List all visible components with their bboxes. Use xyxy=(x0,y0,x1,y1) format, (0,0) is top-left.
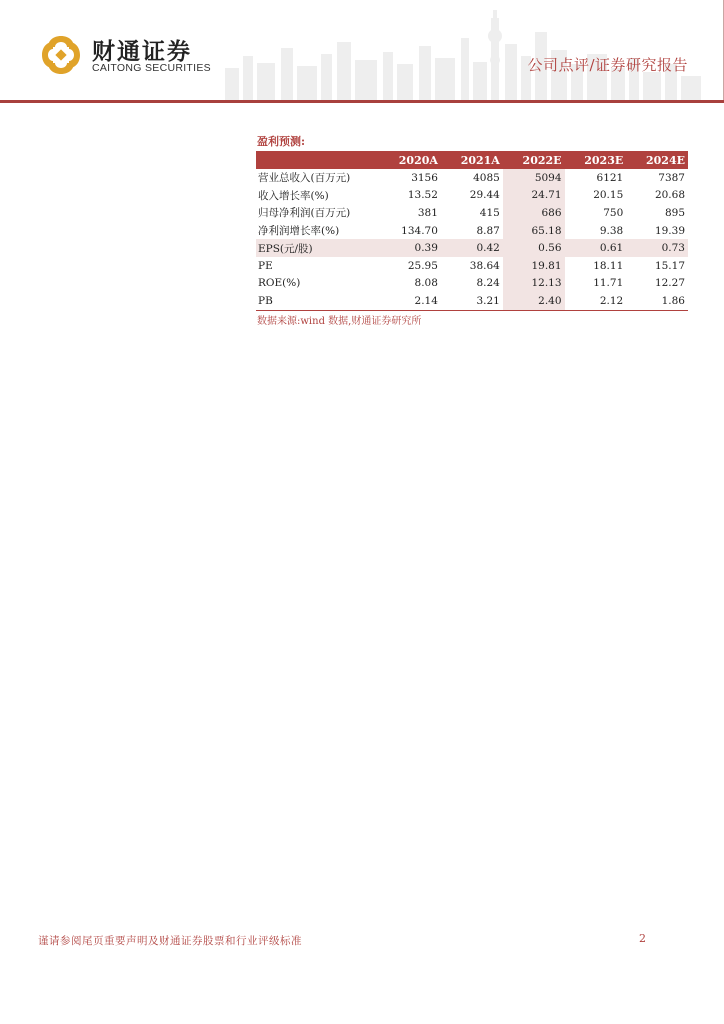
table-cell: 895 xyxy=(664,206,685,219)
table-cell: 15.17 xyxy=(654,259,685,272)
column-header xyxy=(256,151,379,169)
table-cell: 0.73 xyxy=(626,239,688,257)
table-row xyxy=(256,204,688,222)
table-cell: 4085 xyxy=(473,171,500,184)
table-cell: 2.40 xyxy=(503,292,565,310)
table-row xyxy=(256,187,688,205)
table-row xyxy=(256,239,688,257)
row-label: 收入增长率(%) xyxy=(258,189,329,202)
table-cell: 3156 xyxy=(411,171,438,184)
column-header: 2021A xyxy=(441,151,503,169)
table-cell: 20.15 xyxy=(593,189,624,202)
table-cell: 0.42 xyxy=(441,239,503,257)
column-header: 2023E xyxy=(565,151,627,169)
row-label: 营业总收入(百万元) xyxy=(258,172,351,185)
table-cell: 38.64 xyxy=(469,259,500,272)
column-header: 2020A xyxy=(379,151,441,169)
table-cell: 19.39 xyxy=(654,224,685,237)
table-cell: 8.08 xyxy=(414,277,438,290)
table-cell: 415 xyxy=(479,206,500,219)
table-cell: 750 xyxy=(603,206,624,219)
table-cell: 12.27 xyxy=(654,277,685,290)
column-header: 2024E xyxy=(626,151,688,169)
forecast-title: 盈利预测: xyxy=(257,135,306,148)
table-row xyxy=(256,292,688,310)
footer-disclaimer: 谨请参阅尾页重要声明及财通证券股票和行业评级标准 xyxy=(38,935,302,947)
row-label: EPS(元/股) xyxy=(256,239,379,257)
table-cell: 1.86 xyxy=(626,292,688,310)
table-cell: 25.95 xyxy=(407,259,438,272)
brand-name-cn: 财通证券 xyxy=(92,39,192,65)
page-header xyxy=(0,0,724,104)
table-cell: 12.13 xyxy=(503,275,565,293)
table-cell: 24.71 xyxy=(503,187,565,205)
table-cell: 6121 xyxy=(596,171,624,184)
table-cell: 19.81 xyxy=(503,257,565,275)
report-type: 公司点评/证券研究报告 xyxy=(527,56,688,74)
row-label: PB xyxy=(256,292,379,310)
table-row xyxy=(256,222,688,240)
caitong-logo-icon xyxy=(40,34,82,76)
table-cell: 3.21 xyxy=(441,292,503,310)
table-row xyxy=(256,275,688,293)
table-cell: 686 xyxy=(503,204,565,222)
table-cell: 0.39 xyxy=(379,239,441,257)
table-cell: 65.18 xyxy=(503,222,565,240)
table-header-row xyxy=(256,151,688,169)
table-cell: 20.68 xyxy=(654,189,685,202)
forecast-table xyxy=(256,151,688,311)
table-cell: 13.52 xyxy=(407,189,438,202)
table-cell: 8.87 xyxy=(476,224,500,237)
data-source-note: 数据来源:wind 数据,财通证券研究所 xyxy=(257,316,422,327)
page-number: 2 xyxy=(639,932,646,945)
table-cell: 2.14 xyxy=(379,292,441,310)
table-cell: 18.11 xyxy=(593,259,624,272)
row-label: 归母净利润(百万元) xyxy=(258,207,351,220)
table-cell: 0.56 xyxy=(503,239,565,257)
table-cell: 2.12 xyxy=(565,292,627,310)
table-cell: 9.38 xyxy=(599,224,624,237)
table-cell: 5094 xyxy=(503,169,565,187)
table-cell: 11.71 xyxy=(593,277,624,290)
table-row xyxy=(256,169,688,187)
table-cell: 134.70 xyxy=(401,224,438,237)
table-cell: 8.24 xyxy=(476,277,500,290)
brand-name-en: CAITONG SECURITIES xyxy=(92,62,211,74)
row-label: 净利润增长率(%) xyxy=(258,225,340,238)
table-cell: 29.44 xyxy=(469,189,500,202)
column-header: 2022E xyxy=(503,151,565,169)
table-cell: 7387 xyxy=(658,171,685,184)
table-row xyxy=(256,257,688,275)
header-divider xyxy=(0,100,724,103)
row-label: ROE(%) xyxy=(258,277,301,290)
table-cell: 381 xyxy=(417,206,438,219)
table-cell: 0.61 xyxy=(565,239,627,257)
row-label: PE xyxy=(258,259,273,272)
